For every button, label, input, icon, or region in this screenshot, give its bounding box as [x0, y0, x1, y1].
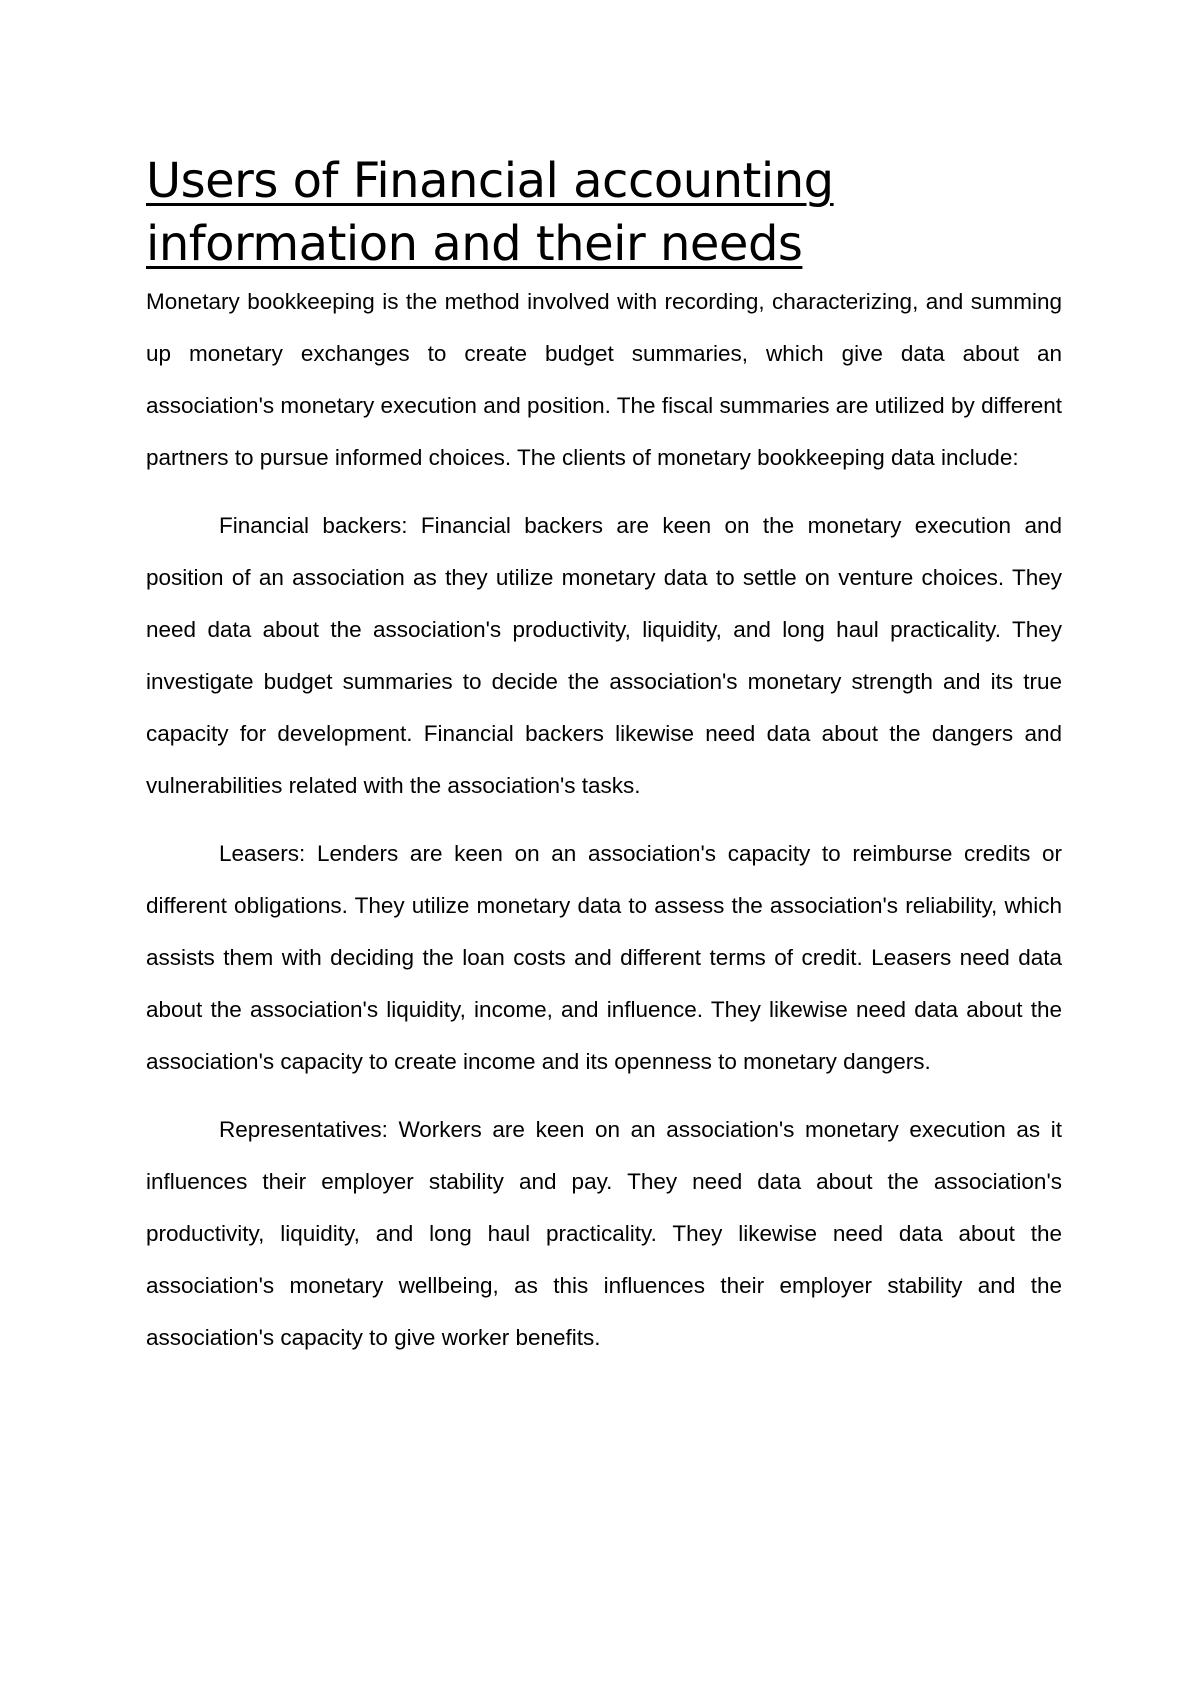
title-line-1: Users of Financial accounting: [146, 153, 834, 209]
paragraph-leasers: Leasers: Lenders are keen on an association's capacity to reimburse credits or different obligations. They utilize monetary data to assess the association's reliability, which assists them with deciding the loan costs and different terms of credit. Leasers need data about the association's liquidity, income, and influence. They likewise need data about the association's capacity to create income and its openness to monetary dangers.: [146, 841, 1062, 1074]
document-title: [146, 150, 1062, 276]
paragraph-representatives: Representatives: Workers are keen on an association's monetary execution as it influences their employer stability and pay. They need data about the association's productivity, liquidity, and long haul practicality. They likewise need data about the association's monetary wellbeing, as this influences their employer stability and the association's capacity to give worker benefits.: [146, 1117, 1062, 1350]
title-line-2: information and their needs: [146, 216, 803, 272]
document-page: [146, 150, 1062, 1364]
paragraph-intro: Monetary bookkeeping is the method involved with recording, characterizing, and summing up monetary exchanges to create budget summaries, which give data about an association's monetary execution and position. The fiscal summaries are utilized by different partners to pursue informed choices. The clients of monetary bookkeeping data include:: [146, 289, 1062, 470]
paragraph-financial-backers: Financial backers: Financial backers are keen on the monetary execution and position of an association as they utilize monetary data to settle on venture choices. They need data about the association's productivity, liquidity, and long haul practicality. They investigate budget summaries to decide the association's monetary strength and its true capacity for development. Financial backers likewise need data about the dangers and vulnerabilities related with the association's tasks.: [146, 513, 1062, 798]
